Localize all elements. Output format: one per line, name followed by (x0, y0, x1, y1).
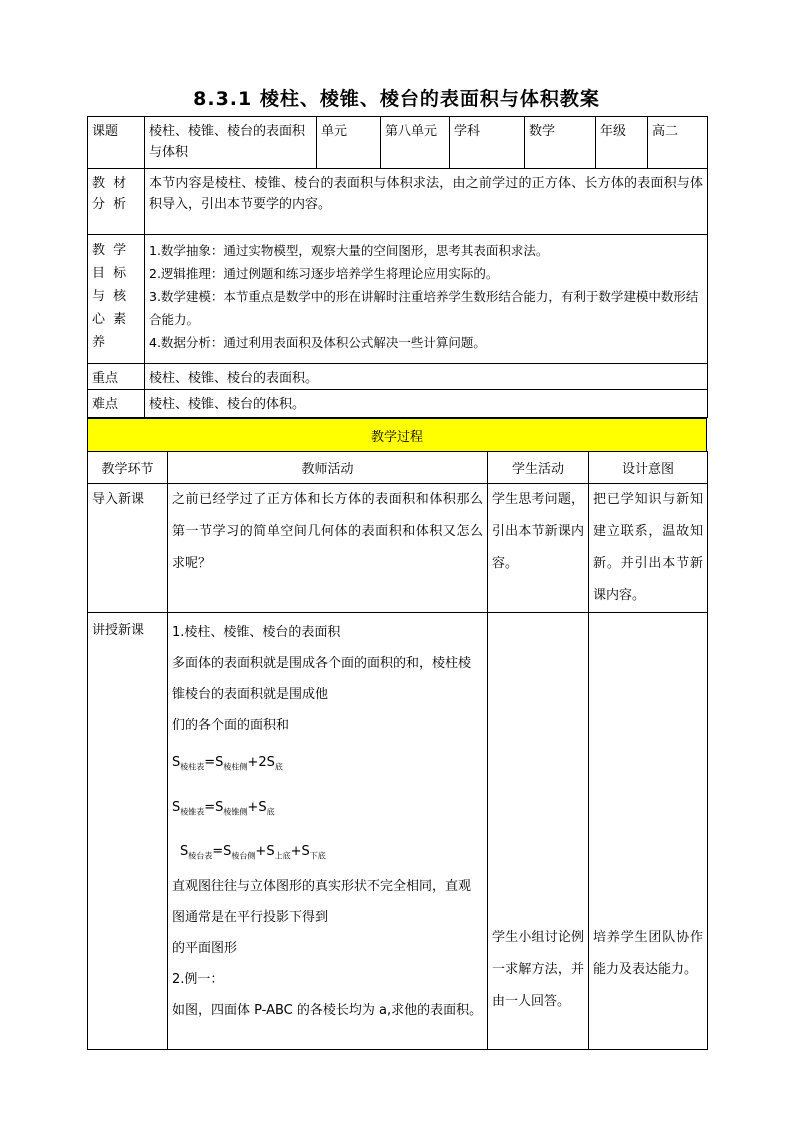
teacher-line: 们的各个面的面积和 (172, 718, 290, 733)
intro-stage: 导入新课 (88, 484, 168, 613)
unit-value: 第八单元 (381, 117, 450, 169)
analysis-label: 教 材 分 析 (88, 169, 145, 235)
col-teacher: 教师活动 (168, 452, 488, 484)
info-table (87, 116, 708, 418)
intro-intent: 把已学知识与新知建立联系，温故知新。并引出本节新课内容。 (589, 484, 708, 613)
col-intent: 设计意图 (589, 452, 708, 484)
key-label: 重点 (88, 364, 145, 390)
teacher-line: 如图，四面体 P-ABC 的各棱长均为 a,求他的表面积。 (172, 1002, 483, 1018)
course-label: 课题 (88, 117, 145, 169)
grade-label: 年级 (596, 117, 648, 169)
teacher-line: 1.棱柱、棱锥、棱台的表面积 (172, 625, 341, 640)
grade-value: 高二 (648, 117, 708, 169)
teacher-line: 的平面图形 (172, 940, 238, 956)
col-student: 学生活动 (488, 452, 589, 484)
process-table (87, 451, 708, 1050)
teacher-line: 多面体的表面积就是围成各个面的面积的和，棱柱棱锥棱台的表面积就是围成他 (172, 656, 472, 702)
goal-item: 3.数学建模：本节重点是数学中的形在讲解时注重培养学生数形结合能力，有利于数学建模中数形结合能力。 (149, 289, 699, 327)
col-stage: 教学环节 (88, 452, 168, 484)
unit-label: 单元 (317, 117, 381, 169)
new-student: 学生小组讨论例一求解方法，并由一人回答。 (488, 613, 589, 1050)
analysis-text: 本节内容是棱柱、棱锥、棱台的表面积与体积求法，由之前学过的正方体、长方体的表面积与体积导入，引出本节要学的内容。 (145, 169, 708, 235)
difficult-label: 难点 (88, 390, 145, 418)
teacher-line: 2.例一： (172, 971, 224, 987)
goals-list (145, 235, 708, 364)
formula-prism: $S_{棱柱表}=S_{棱柱侧}+2S_底$ (172, 755, 283, 772)
teacher-line: 直观图往往与立体图形的真实形状不完全相同，直观图通常是在平行投影下得到 (172, 878, 472, 925)
process-header-table (87, 418, 707, 452)
page-title: 8.3.1 棱柱、棱锥、棱台的表面积与体积教案 (193, 88, 600, 110)
goal-item: 4.数据分析：通过利用表面积及体积公式解决一些计算问题。 (149, 335, 486, 350)
goal-item: 1.数学抽象：通过实物模型，观察大量的空间图形，思考其表面积求法。 (149, 243, 549, 258)
subject-label: 学科 (450, 117, 525, 169)
new-teacher (168, 613, 488, 1050)
course-value: 棱柱、棱锥、棱台的表面积与体积 (145, 117, 317, 169)
process-header: 教学过程 (88, 419, 707, 452)
key-value: 棱柱、棱锥、棱台的表面积。 (145, 364, 708, 390)
formula-frustum: $S_{棱台表}=S_{棱台侧}+S_{上底}+S_{下底}$ (180, 844, 326, 861)
goals-label: 教 学 目 标 与 核 心 素 养 (88, 235, 145, 364)
new-intent: 培养学生团队协作能力及表达能力。 (589, 613, 708, 1050)
intro-student: 学生思考问题，引出本节新课内容。 (488, 484, 589, 613)
formula-pyramid: $S_{棱锥表}=S_{棱锥侧}+S_底$ (172, 799, 275, 817)
difficult-value: 棱柱、棱锥、棱台的体积。 (145, 390, 708, 418)
subject-value: 数学 (525, 117, 596, 169)
goal-item: 2.逻辑推理：通过例题和练习逐步培养学生将理论应用实际的。 (149, 266, 499, 281)
intro-teacher: 之前已经学过了正方体和长方体的表面积和体积那么第一节学习的简单空间几何体的表面积和体积又怎么求呢？ (168, 484, 488, 613)
new-stage: 讲授新课 (88, 613, 168, 1050)
